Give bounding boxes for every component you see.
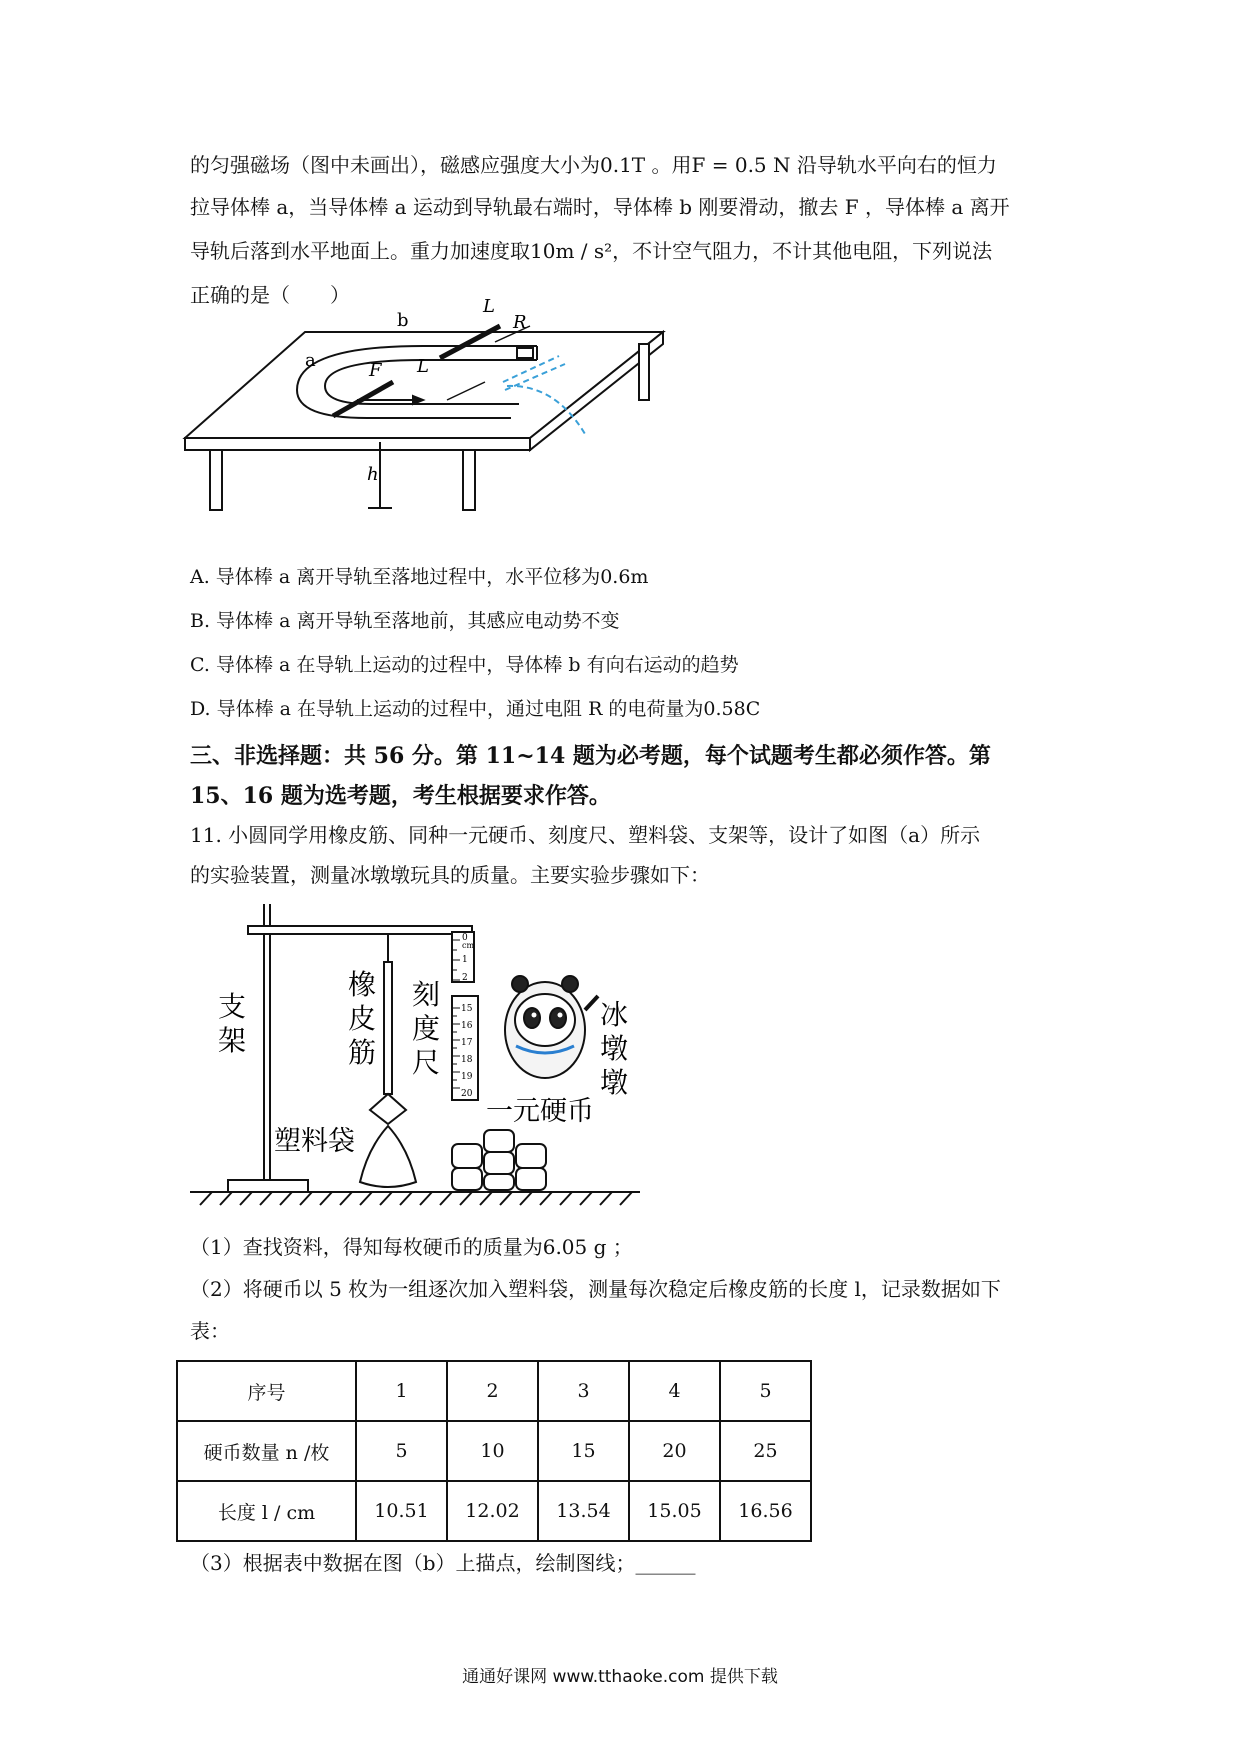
- table-cell: 13.54: [538, 1481, 629, 1541]
- label-mascot-2: 墩: [600, 1032, 629, 1065]
- section-heading-line-2: 15、16 题为选考题，考生根据要求作答。: [190, 783, 611, 809]
- data-table: [176, 1360, 812, 1542]
- ruler-tick-18: 18: [461, 1055, 473, 1065]
- table-cell: 16.56: [720, 1481, 811, 1541]
- table-cell: 10: [447, 1421, 538, 1481]
- label-R: R: [513, 312, 527, 333]
- ruler-tick-17: 17: [461, 1038, 473, 1048]
- table-cell: 长度 l / cm: [177, 1481, 356, 1541]
- intro-line-3: 导轨后落到水平地面上。重力加速度取10m / s²，不计空气阻力，不计其他电阻，下列说法: [190, 239, 993, 263]
- ruler-tick-19: 19: [461, 1072, 473, 1082]
- table-cell: 25: [720, 1421, 811, 1481]
- option-d: D. 导体棒 a 在导轨上运动的过程中，通过电阻 R 的电荷量为0.58C: [190, 698, 761, 720]
- label-h: h: [367, 464, 379, 485]
- ruler-tick-0: 0: [462, 933, 468, 943]
- table-cell: 硬币数量 n /枚: [177, 1421, 356, 1481]
- label-ruler-3: 尺: [412, 1046, 441, 1079]
- label-coins: 一元硬币: [486, 1096, 594, 1127]
- table-cell: 1: [356, 1361, 447, 1421]
- label-L-bottom: L: [417, 356, 429, 377]
- table-cell: 5: [720, 1361, 811, 1421]
- ruler-tick-1: 1: [462, 955, 468, 965]
- table-row: [177, 1421, 811, 1481]
- table-cell: 5: [356, 1421, 447, 1481]
- label-mascot-1: 冰: [600, 998, 629, 1031]
- step-1: （1）查找资料，得知每枚硬币的质量为6.05 g ；: [190, 1235, 633, 1259]
- apparatus-figure: [190, 900, 650, 1220]
- label-rubber-1: 橡: [348, 968, 377, 1001]
- intro-line-2: 拉导体棒 a，当导体棒 a 运动到导轨最右端时，导体棒 b 刚要滑动，撤去 F ，导体棒 a 离开: [190, 195, 1010, 219]
- table-cell: 20: [629, 1421, 720, 1481]
- ruler-tick-16: 16: [461, 1021, 473, 1031]
- footer-source: 通通好课网 www.tthaoke.com 提供下载: [462, 1667, 778, 1687]
- label-ruler-1: 刻: [412, 978, 441, 1011]
- label-b: b: [397, 310, 409, 331]
- step-2-line-1: （2）将硬币以 5 枚为一组逐次加入塑料袋，测量每次稳定后橡皮筋的长度 l，记录数据如下: [190, 1277, 1001, 1301]
- table-cell: 15: [538, 1421, 629, 1481]
- ruler-tick-2: 2: [462, 973, 468, 983]
- step-3: （3）根据表中数据在图（b）上描点，绘制图线；______: [190, 1551, 696, 1575]
- table-cell: 10.51: [356, 1481, 447, 1541]
- label-a: a: [305, 350, 316, 371]
- ruler-tick-15: 15: [461, 1004, 473, 1014]
- label-stand-1: 支: [218, 990, 247, 1023]
- table-cell: 3: [538, 1361, 629, 1421]
- table-cell: 2: [447, 1361, 538, 1421]
- ruler-tick-20: 20: [461, 1089, 473, 1099]
- option-b: B. 导体棒 a 离开导轨至落地前，其感应电动势不变: [190, 610, 620, 632]
- label-ruler-2: 度: [412, 1012, 441, 1045]
- table-row: [177, 1361, 811, 1421]
- table-row: [177, 1481, 811, 1541]
- step-2-line-2: 表：: [190, 1319, 230, 1343]
- q11-line-2: 的实验装置，测量冰墩墩玩具的质量。主要实验步骤如下：: [190, 863, 710, 887]
- label-mascot-3: 墩: [600, 1066, 629, 1099]
- label-rubber-2: 皮: [348, 1002, 377, 1035]
- option-c: C. 导体棒 a 在导轨上运动的过程中，导体棒 b 有向右运动的趋势: [190, 654, 739, 676]
- rail-table-figure: [185, 296, 675, 520]
- table-cell: 12.02: [447, 1481, 538, 1541]
- section-heading-line-1: 三、非选择题：共 56 分。第 11~14 题为必考题，每个试题考生都必须作答。第: [190, 743, 991, 769]
- label-rubber-3: 筋: [348, 1036, 377, 1069]
- label-L-top: L: [483, 296, 495, 317]
- table-cell: 序号: [177, 1361, 356, 1421]
- intro-line-4: 正确的是（ ）: [190, 283, 350, 307]
- ruler-unit: cm: [462, 941, 475, 950]
- table-cell: 15.05: [629, 1481, 720, 1541]
- intro-line-1: 的匀强磁场（图中未画出），磁感应强度大小为0.1T 。用F = 0.5 N 沿导轨水平向右的恒力: [190, 153, 997, 177]
- q11-line-1: 11. 小圆同学用橡皮筋、同种一元硬币、刻度尺、塑料袋、支架等，设计了如图（a）所示: [190, 823, 981, 847]
- label-F: F: [369, 360, 382, 381]
- label-bag: 塑料袋: [274, 1126, 355, 1157]
- table-cell: 4: [629, 1361, 720, 1421]
- option-a: A. 导体棒 a 离开导轨至落地过程中，水平位移为0.6m: [190, 566, 649, 588]
- label-stand-2: 架: [218, 1024, 247, 1057]
